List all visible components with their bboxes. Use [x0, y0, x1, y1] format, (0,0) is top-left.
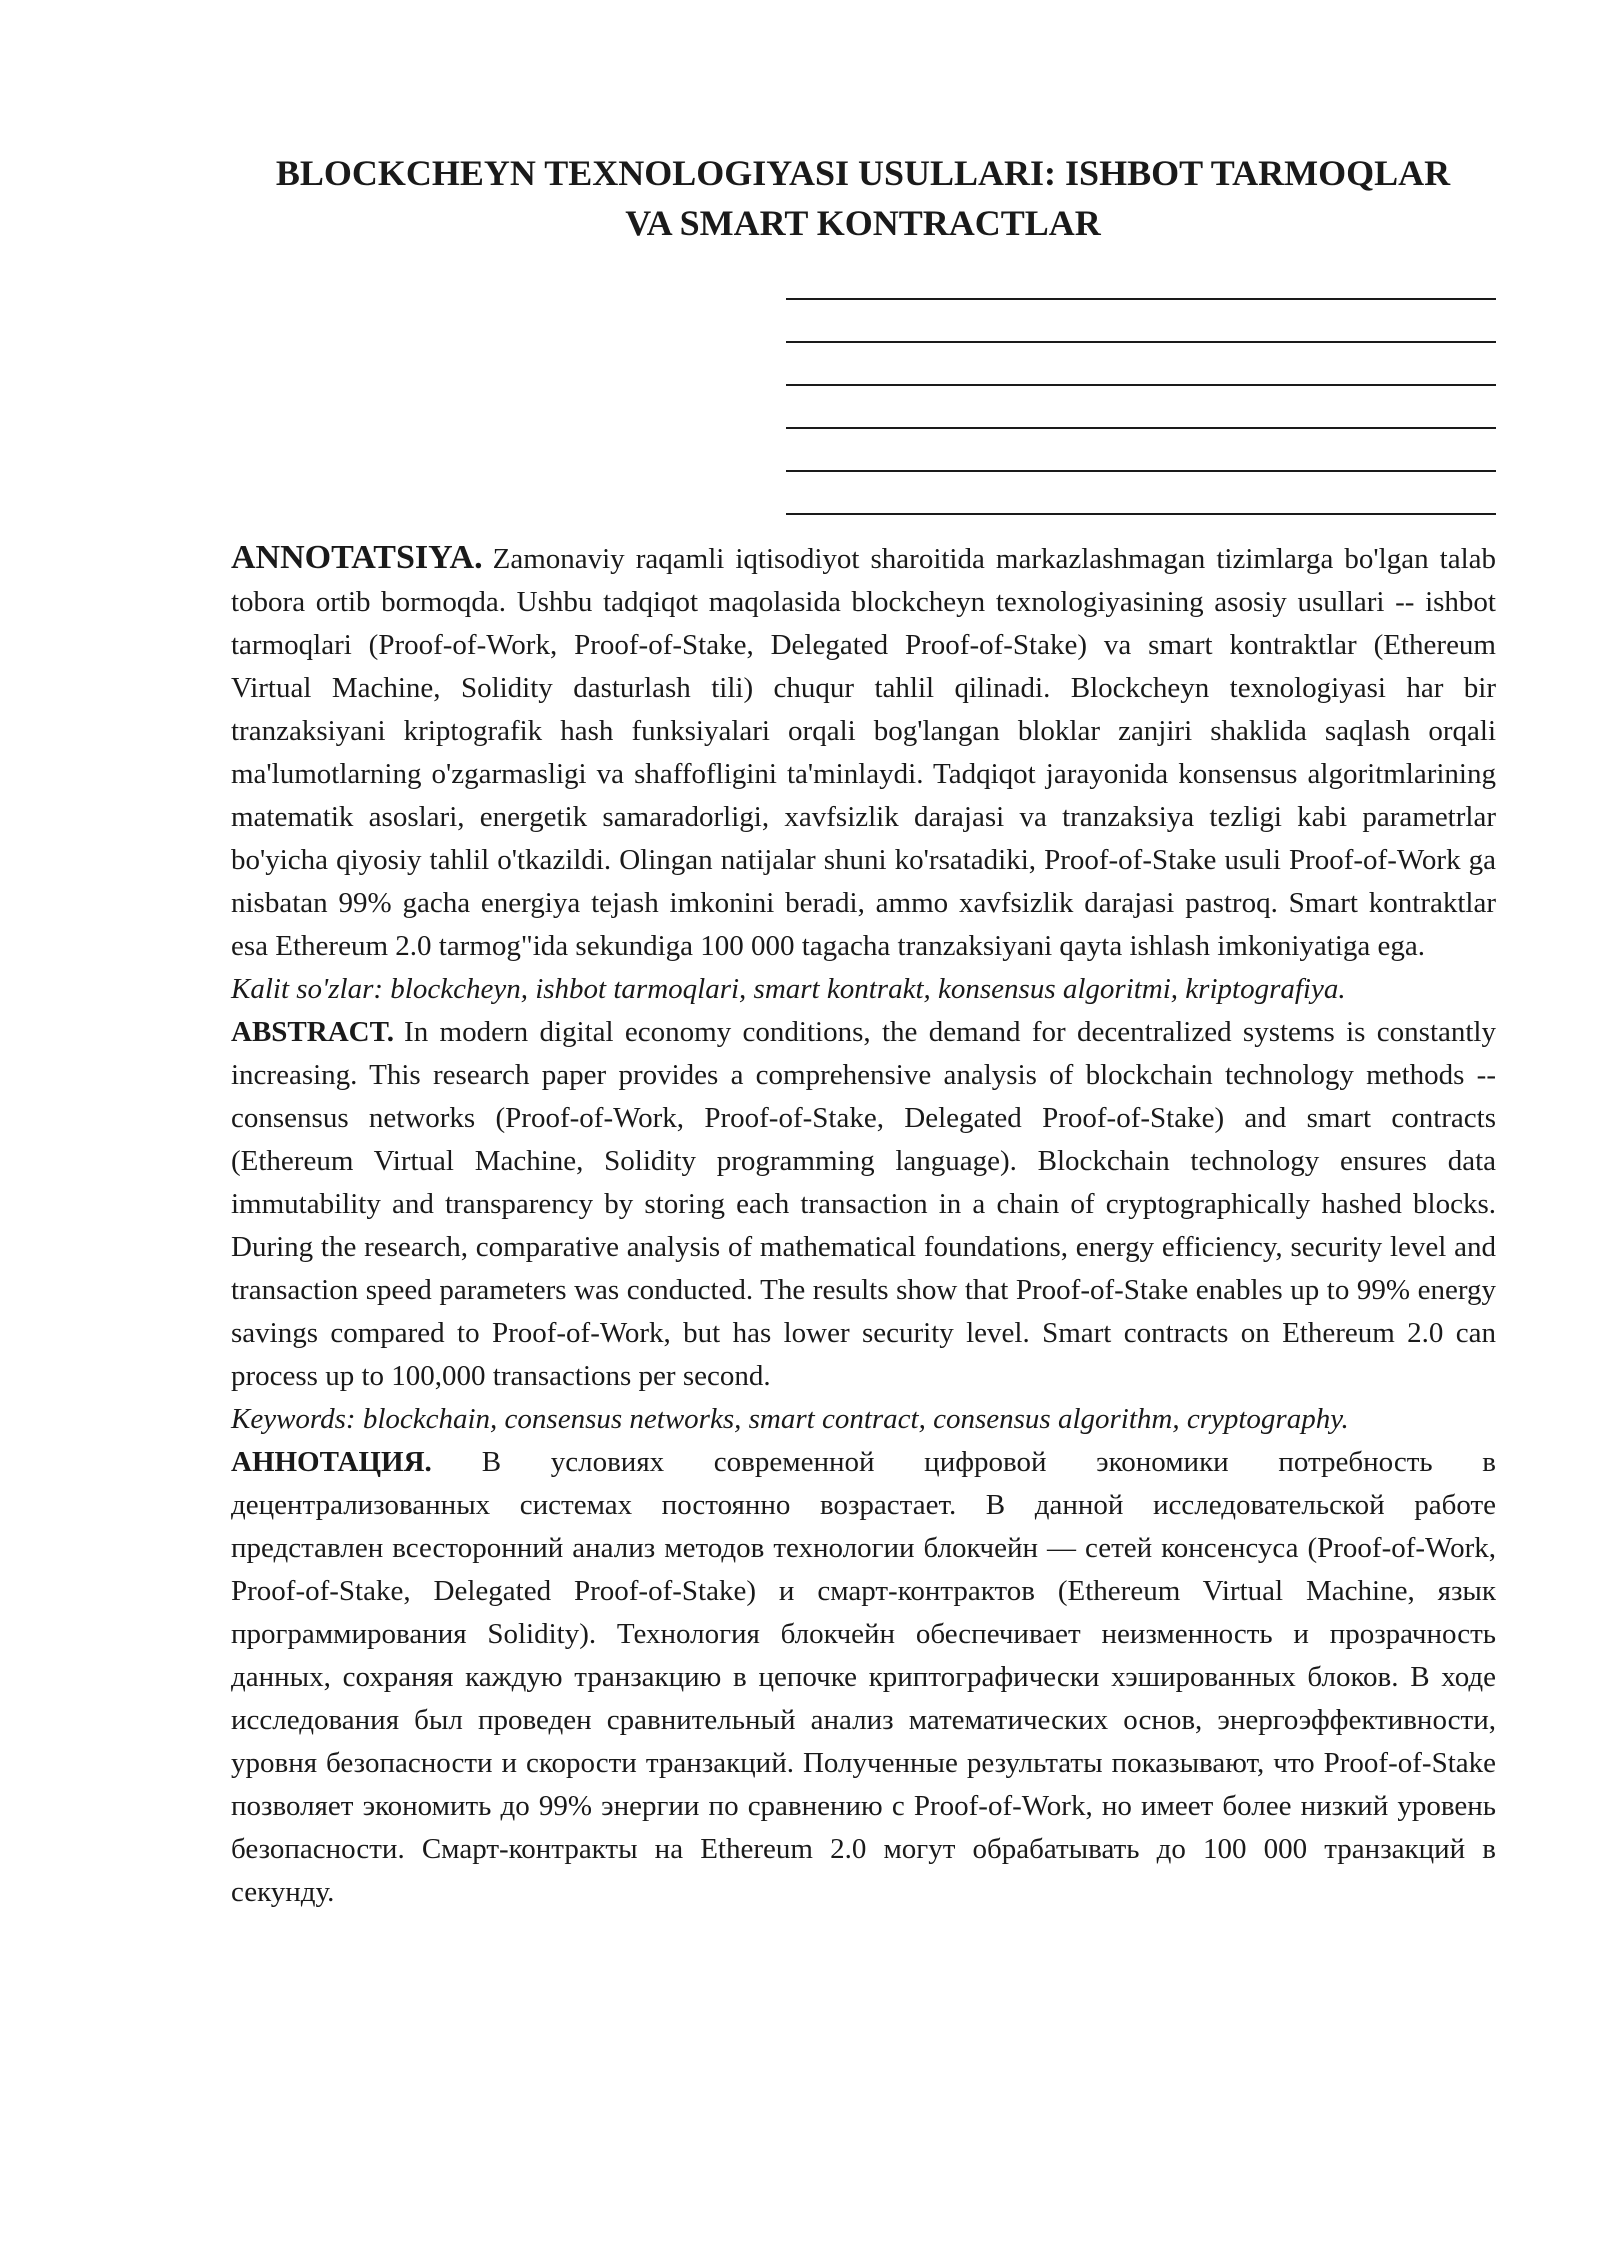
- author-blank-lines: [786, 257, 1496, 515]
- author-blank-line: [786, 300, 1496, 343]
- paper-title-line-1: BLOCKCHEYN TEXNOLOGIYASI USULLARI: ISHBOT TARMOQLAR: [275, 153, 1451, 193]
- english-abstract-text: In modern digital economy conditions, the demand for decentralized systems is constantly increasing. This research paper provides a comprehensive analysis of blockchain technology methods -- consensus networks (Proof-of-Work, Proof-of-Stake, Delegated Proof-of-Stake) and smart contracts (Ethereum Virtual Machine, Solidity programming language). Blockchain technology ensures data immutability and transparency by storing each transaction in a chain of cryptographically hashed blocks. During the research, comparative analysis of mathematical foundations, energy efficiency, security level and transaction speed parameters was conducted. The results show that Proof-of-Stake enables up to 99% energy savings compared to Proof-of-Work, but has lower security level. Smart contracts on Ethereum 2.0 can process up to 100,000 transactions per second.: [231, 1016, 1496, 1392]
- author-blank-line: [786, 472, 1496, 515]
- english-keywords: Keywords: blockchain, consensus networks, smart contract, consensus algorithm, cryptography.: [231, 1403, 1349, 1435]
- author-blank-line: [786, 386, 1496, 429]
- uzbek-annotation: [231, 536, 1496, 968]
- uzbek-annotation-heading: ANNOTATSIYA.: [231, 539, 483, 576]
- russian-annotation-text: В условиях современной цифровой экономики потребность в децентрализованных системах постоянно возрастает. В данной исследовательской работе представлен всесторонний анализ методов технологии блокчейн — сетей консенсуса (Proof-of-Work, Proof-of-Stake, Delegated Proof-of-Stake) и смарт-контрактов (Ethereum Virtual Machine, язык программирования Solidity). Технология блокчейн обеспечивает неизменность и прозрачность данных, сохраняя каждую транзакцию в цепочке криптографически хэшированных блоков. В ходе исследования был проведен сравнительный анализ математических основ, энергоэффективности, уровня безопасности и скорости транзакций. Полученные результаты показывают, что Proof-of-Stake позволяет экономить до 99% энергии по сравнению с Proof-of-Work, но имеет более низкий уровень безопасности. Смарт-контракты на Ethereum 2.0 могут обрабатывать до 100 000 транзакций в секунду.: [231, 1446, 1496, 1908]
- author-blank-line: [786, 343, 1496, 386]
- english-abstract: [231, 1011, 1496, 1398]
- russian-annotation: [231, 1441, 1496, 1914]
- author-blank-line: [786, 429, 1496, 472]
- paper-title: [228, 148, 1498, 248]
- uzbek-annotation-text: Zamonaviy raqamli iqtisodiyot sharoitida markazlashmagan tizimlarga bo'lgan talab tobora ortib bormoqda. Ushbu tadqiqot maqolasida blockcheyn texnologiyasining asosiy usullari -- ishbot tarmoqlari (Proof-of-Work, Proof-of-Stake, Delegated Proof-of-Stake) va smart kontraktlar (Ethereum Virtual Machine, Solidity dasturlash tili) chuqur tahlil qilinadi. Blockcheyn texnologiyasi har bir tranzaksiyani kriptografik hash funksiyalari orqali bog'langan bloklar zanjiri shaklida saqlash orqali ma'lumotlarning o'zgarmasligi va shaffofligini ta'minlaydi. Tadqiqot jarayonida konsensus algoritmlarining matematik asoslari, energetik samaradorligi, xavfsizlik darajasi va tranzaksiya tezligi kabi parametrlar bo'yicha qiyosiy tahlil o'tkazildi. Olingan natijalar shuni ko'rsatadiki, Proof-of-Stake usuli Proof-of-Work ga nisbatan 99% gacha energiya tejash imkonini beradi, ammo xavfsizlik darajasi pastroq. Smart kontraktlar esa Ethereum 2.0 tarmog"ida sekundiga 100 000 tagacha tranzaksiyani qayta ishlash imkoniyatiga ega.: [231, 543, 1496, 962]
- english-abstract-heading: ABSTRACT.: [231, 1016, 395, 1048]
- author-blank-line: [786, 257, 1496, 300]
- paper-title-line-2: VA SMART KONTRACTLAR: [625, 203, 1101, 243]
- uzbek-keywords: Kalit so'zlar: blockcheyn, ishbot tarmoqlari, smart kontrakt, konsensus algoritmi, kriptografiya.: [231, 973, 1346, 1005]
- paper-body: [231, 536, 1496, 1914]
- russian-annotation-heading: АННОТАЦИЯ.: [231, 1446, 432, 1478]
